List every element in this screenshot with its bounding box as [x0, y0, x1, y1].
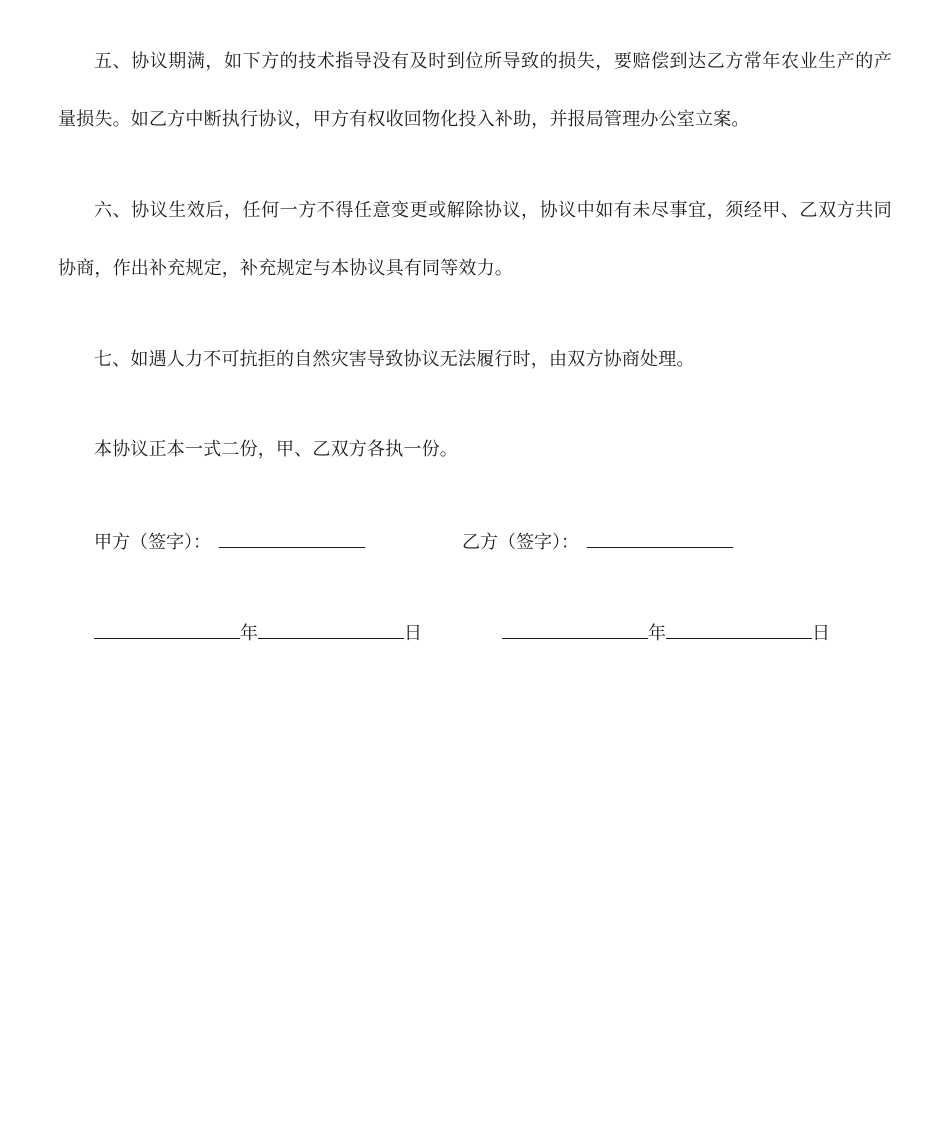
party-b-label: 乙方（签字）：	[462, 532, 579, 553]
party-a-label: 甲方（签字）：	[94, 532, 211, 553]
party-a-year-line	[94, 620, 240, 639]
party-a-year-label: 年	[240, 623, 258, 644]
party-a-day-label: 日	[404, 623, 422, 644]
party-b-day-label: 日	[812, 623, 830, 644]
party-a-signature-line	[219, 529, 365, 548]
party-b-day-line	[666, 620, 812, 639]
clause-six: 六、协议生效后，任何一方不得任意变更或解除协议，协议中如有未尽事宜，须经甲、乙双方共同协商，作出补充规定，补充规定与本协议具有同等效力。	[58, 200, 892, 279]
party-b-signature-line	[587, 529, 733, 548]
party-a-day-line	[258, 620, 404, 639]
party-b-date	[502, 620, 830, 646]
party-a-signature	[94, 529, 365, 555]
party-b-signature	[462, 529, 733, 555]
clause-seven: 七、如遇人力不可抗拒的自然灾害导致协议无法履行时，由双方协商处理。	[94, 349, 695, 370]
copies-statement: 本协议正本一式二份，甲、乙双方各执一份。	[94, 439, 458, 460]
party-b-year-label: 年	[648, 623, 666, 644]
party-b-year-line	[502, 620, 648, 639]
clause-five: 五、协议期满，如下方的技术指导没有及时到位所导致的损失，要赔偿到达乙方常年农业生产的产量损失。如乙方中断执行协议，甲方有权收回物化投入补助，并报局管理办公室立案。	[58, 51, 892, 130]
party-a-date	[94, 620, 422, 646]
